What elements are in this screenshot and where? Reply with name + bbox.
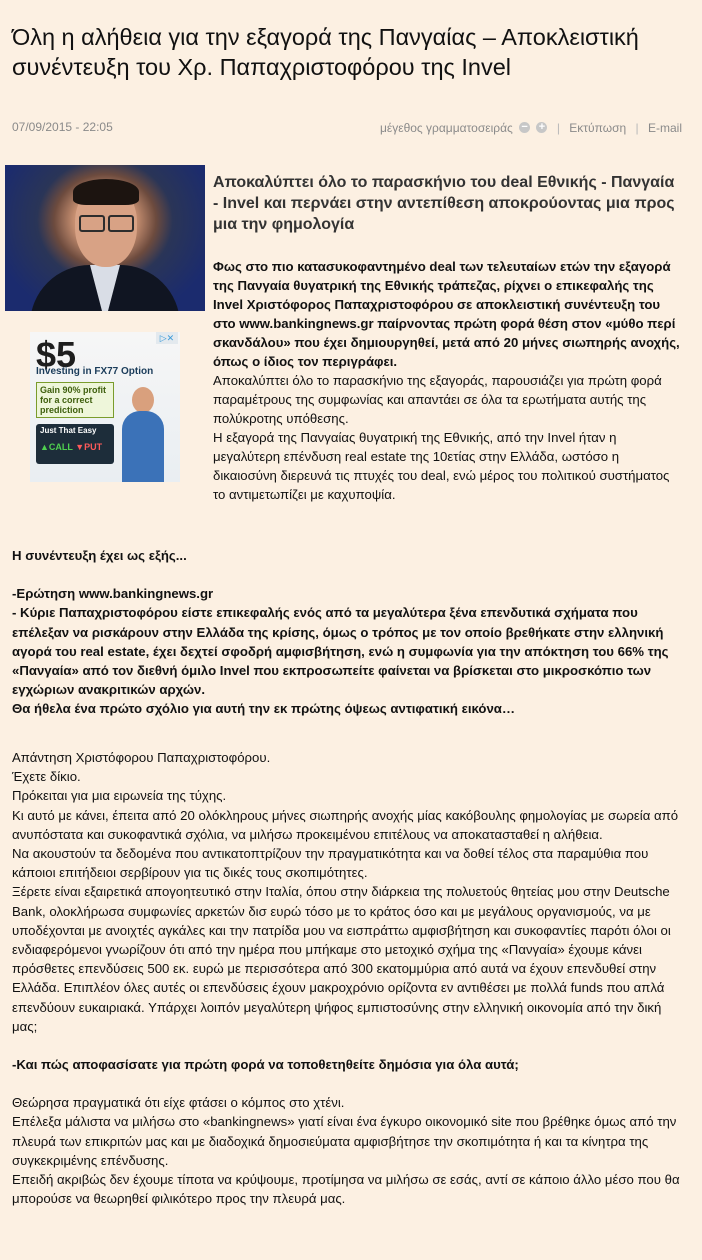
intro-paragraph-1: Αποκαλύπτει όλο το παρασκήνιο της εξαγοράς, παρουσιάζει για πρώτη φορά παραμέτρους της συμφωνίας και απαντάει σε όλα τα ερωτήματα αυτής της πολύκροτης υπόθεσης. bbox=[213, 373, 662, 426]
answer2-line-2: Επέλεξα μάλιστα να μιλήσω στο «bankingnews» γιατί είναι ένα έγκυρο οικονομικό site που βρέθηκε όμως από την πλευρά των επικριτών μας και με διαδοχικά δημοσιεύματα αμφισβήτησε την σκοπιμότητα ή και τα κίνητρα της συγκεκριμένης επένδυσης. bbox=[12, 1114, 677, 1168]
article-meta bbox=[12, 120, 682, 136]
answer-line-3: Κι αυτό με κάνει, έπειτα από 20 ολόκληρους μήνες σιωπηρής ανοχής μίας κακόβουλης φημολογίας με σωρεία από ανυπόστατα και συκοφαντικά σχόλια, να μιλήσω προκειμένου επιτέλους να αποκατασταθεί η αλήθεια. bbox=[12, 807, 679, 842]
ad-put-label: ▼PUT bbox=[75, 442, 103, 452]
interview-block-1 bbox=[12, 546, 684, 719]
email-link[interactable]: E-mail bbox=[647, 120, 682, 135]
question-source-link[interactable]: www.bankingnews.gr bbox=[78, 586, 214, 602]
intro-bold: Φως στο πιο κατασυκοφαντημένο deal των τελευταίων ετών την εξαγορά της Πανγαία θυγατρική της Εθνικής τράπεζας, ρίχνει ο επικεφαλής της Invel Χριστόφορος Παπαχριστοφόρου σε αποκλειστική συνέντευξη του στο www.bankingnews.gr παίρνοντας πρώτη φορά θέση στον «μύθο περί σκανδάλου» που έχει δημιουργηθεί, μετά από 20 μήνες σιωπηρής ανοχής, όπως ο ίδιος τον περιγράφει. bbox=[213, 259, 680, 369]
article-title: Όλη η αλήθεια για την εξαγορά της Πανγαίας – Αποκλειστική συνέντευξη του Χρ. Παπαχριστοφόρου της Invel bbox=[12, 24, 639, 80]
answer-block-1 bbox=[12, 748, 684, 1208]
question-1-followup: Θα ήθελα ένα πρώτο σχόλιο για αυτή την εκ πρώτης όψεως αντιφατική εικόνα… bbox=[12, 701, 516, 717]
ad-call-label: ▲CALL bbox=[40, 442, 73, 452]
question-1: - Κύριε Παπαχριστοφόρου είστε επικεφαλής ενός από τα μεγαλύτερα ξένα επενδυτικά σχήματα που επέλεξαν να ρισκάρουν στην Ελλάδα της κρίσης, όμως ο τρόπος με τον οποίο βρεθήκατε στην ελληνική αγορά του real estate, έχει δεχτεί σφοδρή αμφισβήτηση, ενώ η συμφωνία για την απόκτηση του 66% της «Πανγαία» από τον διεθνή όμιλο Invel που εκπροσωπείτε φαίνεται να βρίσκεται στο μικροσκόπιο των εγχώριων ανακριτικών αρχών. bbox=[12, 605, 669, 698]
print-link[interactable]: Εκτύπωση bbox=[569, 120, 627, 135]
question-prefix: -Ερώτηση bbox=[12, 586, 76, 602]
ad-tagline: Just That Easy bbox=[40, 426, 97, 435]
answer2-line-3: Επειδή ακριβώς δεν έχουμε τίποτα να κρύψουμε, προτίμησα να μιλήσω σε εσάς, αντί σε κάποιο άλλο μέσο που θα μπορούσε να θεωρηθεί φιλικότερο προς την πλευρά μας. bbox=[12, 1172, 680, 1207]
ad-headline: Investing in FX77 Option bbox=[36, 366, 154, 377]
ad-gain-text: Gain 90% profit for a correct prediction bbox=[36, 382, 114, 418]
article-lead: Αποκαλύπτει όλο το παρασκήνιο του deal Εθνικής - Πανγαία - Invel και περνάει στην αντεπίθεση αποκρούοντας μια προς μια την φημολογία bbox=[213, 174, 675, 233]
answer-line-4: Να ακουστούν τα δεδομένα που αντικατοπτρίζουν την πραγματικότητα και να δοθεί τέλος στα παραμύθια που κάποιοι επιτήδειοι σερβίρουν για τις δικές τους σκοπιμότητες. bbox=[12, 846, 649, 881]
question-2: -Και πώς αποφασίσατε για πρώτη φορά να τοποθετηθείτε δημόσια για όλα αυτά; bbox=[12, 1057, 519, 1073]
answer2-line-1: Θεώρησα πραγματικά ότι είχε φτάσει ο κόμπος στο χτένι. bbox=[12, 1095, 345, 1111]
answer-heading: Απάντηση Χριστόφορου Παπαχριστοφόρου. bbox=[12, 750, 271, 765]
font-decrease-icon[interactable]: − bbox=[519, 122, 530, 133]
article-intro bbox=[5, 257, 683, 504]
intro-paragraph-2: Η εξαγορά της Πανγαίας θυγατρική της Εθνικής, από την Invel ήταν η μεγαλύτερη επένδυση real estate της 10ετίας στην Ελλάδα, ωστόσο η δικαιοσύνη διερευνά τις πτυχές του deal, ενώ μέρος του πολιτικού συστήματος το αντιμετωπίζει με καχυποψία. bbox=[213, 430, 670, 502]
article-date: 07/09/2015 - 22:05 bbox=[12, 120, 113, 134]
interview-intro: Η συνέντευξη έχει ως εξής... bbox=[12, 548, 187, 563]
font-size-label: μέγεθος γραμματοσειράς bbox=[379, 120, 513, 135]
answer-line-5: Ξέρετε είναι εξαιρετικά απογοητευτικό στην Ιταλία, όπου στην διάρκεια της πολυετούς θητείας μου στην Deutsche Bank, ολοκλήρωσα συμφωνίες αρκετών δισ ευρώ τόσο με το κράτος όσο και με μεγάλους οργανισμούς, να με υποδέχονται με ανοιχτές αγκάλες και την πατρίδα μου να εισπράττω αμφισβήτηση και συκοφαντίες παρότι όλοι οι ενδιαφερόμενοι γνωρίζουν ότι από την ημέρα που μπήκαμε στο μετοχικό σχήμα της «Πανγαία» έχουμε κάνει πρόσθετες επενδύσεις 500 εκ. ευρώ με περισσότερα από 300 εκατομμύρια από αυτά να έχουν επενδυθεί στην Ελλάδα. Επιπλέον όλες αυτές οι επενδύσεις έχουν μακροχρόνιο ορίζοντα εν αντιθέσει με πολλά funds που απλά επενδύουν ευκαιριακά. Υπάρχει λοιπόν μεγαλύτερη ψήφος εμπιστοσύνης στην ελληνική οικονομία από την δική μας; bbox=[12, 884, 671, 1034]
font-increase-icon[interactable]: + bbox=[536, 122, 547, 133]
divider: | bbox=[556, 120, 560, 135]
ad-choices-icon[interactable]: ▷✕ bbox=[156, 332, 178, 344]
answer-line-1: Έχετε δίκιο. bbox=[12, 769, 81, 785]
ad-amount: $5 bbox=[36, 334, 77, 375]
answer-line-2: Πρόκειται για μια ειρωνεία της τύχης. bbox=[12, 788, 227, 804]
divider: | bbox=[635, 120, 639, 135]
article-tools bbox=[380, 120, 682, 135]
